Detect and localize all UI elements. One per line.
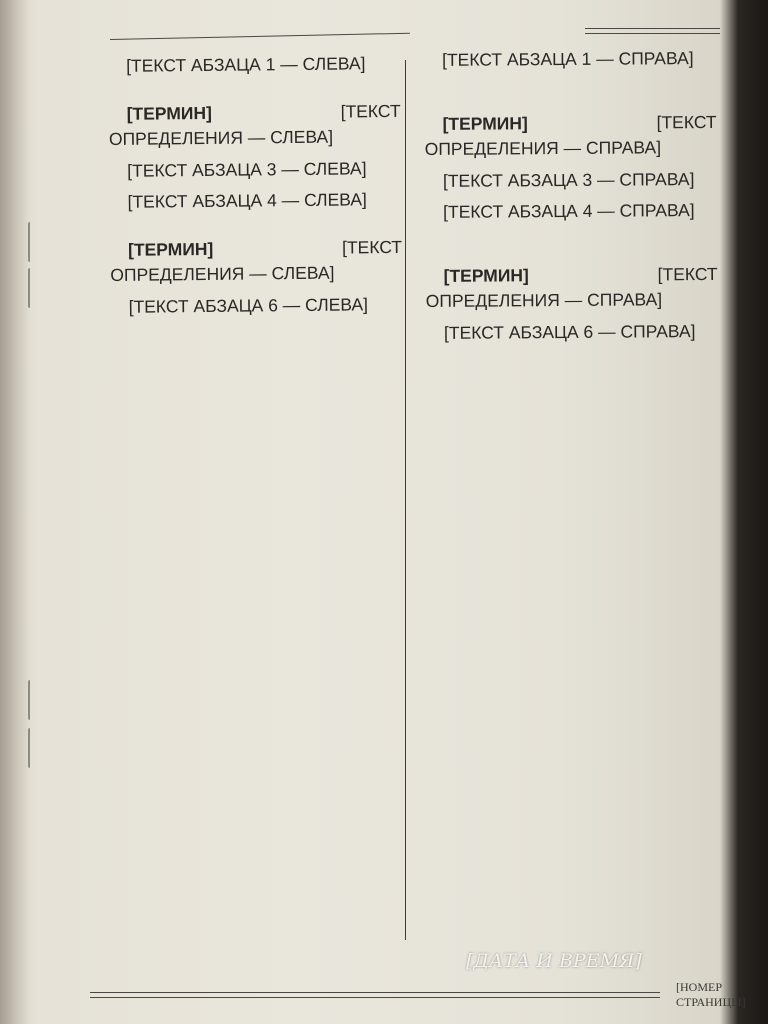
header-rule-left [110,33,410,40]
paragraph-settlement-agreement: [ТЕКСТ АБЗАЦА 1 — СПРАВА] [442,48,694,70]
right-column-yakut [424,46,718,352]
staple [28,222,38,262]
term-mediation: [ТЕРМИН] [127,238,214,260]
term-mediator: [ТЕРМИН] [442,112,528,134]
definition-text: [ТЕКСТ ОПРЕДЕЛЕНИЯ — СЛЕВА] [110,236,403,285]
paragraph-mediation-definition [110,234,403,288]
staple [28,268,38,308]
left-column-russian [108,51,403,326]
paragraph-mediator-activity: [ТЕКСТ АБЗАЦА 3 — СЛЕВА] [127,157,367,181]
paragraph-mediator-restrictions: [ТЕКСТ АБЗАЦА 4 — СПРАВА] [443,200,695,222]
definition-text: [ТЕКСТ ОПРЕДЕЛЕНИЯ — СЛЕВА] [108,100,401,149]
header-rule-right [585,33,720,34]
page-number: [НОМЕР СТРАНИЦЫ] [676,980,746,1009]
staple [28,680,38,720]
page-gutter-shadow [0,0,30,1024]
header-rule-right [585,28,720,29]
footer-rule [90,992,660,993]
photo-timestamp: [ДАТА И ВРЕМЯ] [466,950,642,972]
paragraph-mediator-definition [108,98,401,152]
paragraph-mediator-activity: [ТЕКСТ АБЗАЦА 3 — СПРАВА] [442,168,695,191]
column-divider [405,60,406,940]
paragraph-mediation-definition [426,261,718,314]
term-mediation: [ТЕРМИН] [443,264,529,286]
paragraph-mediator-restrictions: [ТЕКСТ АБЗАЦА 4 — СЛЕВА] [127,189,367,212]
paragraph-mediation-etymology: [ТЕКСТ АБЗАЦА 6 — СЛЕВА] [128,293,369,317]
term-mediator: [ТЕРМИН] [126,102,212,124]
footer-rule [90,997,660,998]
paragraph-settlement-agreement: [ТЕКСТ АБЗАЦА 1 — СЛЕВА] [126,53,366,76]
staple [28,728,38,768]
definition-text: [ТЕКСТ ОПРЕДЕЛЕНИЯ — СПРАВА] [424,111,717,159]
paragraph-mediation-etymology: [ТЕКСТ АБЗАЦА 6 — СПРАВА] [443,320,696,343]
definition-text: [ТЕКСТ ОПРЕДЕЛЕНИЯ — СПРАВА] [425,263,718,311]
paragraph-mediator-definition [424,109,716,162]
